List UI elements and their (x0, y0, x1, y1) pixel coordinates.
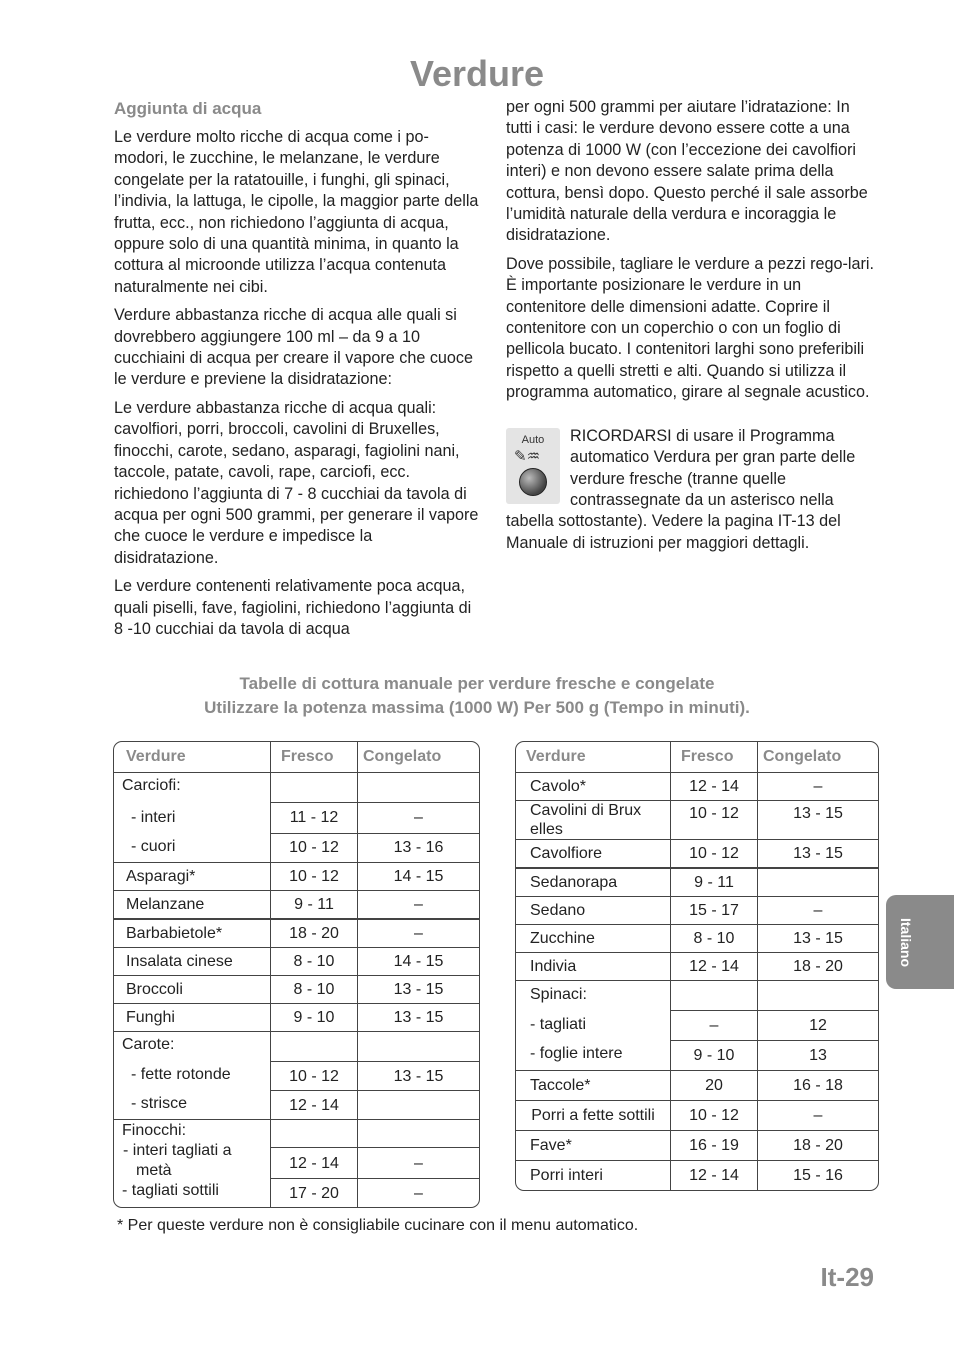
cell-name: - fette rotonde (131, 1066, 231, 1083)
cell-frozen (757, 867, 878, 896)
cell-frozen: – (357, 1147, 479, 1178)
cell-frozen: 13 - 15 (357, 1061, 479, 1091)
tables-heading-line2: Utilizzare la potenza massima (1000 W) Per 500 g (Tempo in minuti). (204, 698, 750, 717)
cell-fresh: 12 - 14 (270, 1147, 357, 1178)
cell-fresh: 16 - 19 (670, 1130, 757, 1160)
cell-fresh: 11 - 12 (270, 802, 357, 832)
group-cell (114, 1119, 270, 1207)
cell-fresh (670, 980, 757, 1010)
cell-fresh: 9 - 10 (270, 1003, 357, 1031)
cell-frozen: – (357, 918, 479, 947)
cell-name: Porri interi (516, 1160, 670, 1190)
cell-fresh: 10 - 12 (670, 839, 757, 867)
tables-heading-line1: Tabelle di cottura manuale per verdure fresche e congelate (239, 674, 715, 693)
group-cell (516, 980, 670, 1070)
paragraph: Le verdure contenenti relativamente poca acqua, quali piselli, fave, fagiolini, richiedono l’aggiunta di 8 -10 cucchiai da tavola di acqua (114, 577, 472, 638)
cell-name: Cavolini di Brux elles (516, 800, 670, 839)
cell-frozen: – (757, 773, 878, 800)
cell-frozen: 13 - 16 (357, 833, 479, 862)
auto-program-note (506, 426, 878, 554)
table-row (516, 924, 878, 952)
cell-name: Indivia (516, 952, 670, 980)
paragraph: Le verdure abbastanza ricche di acqua quali: cavolfiori, porri, broccoli, cavolini di Bruxelles, finocchi, carote, sedano, asparagi, fagiolini nani, taccole, patate, cavoli, rape, carciofi, ecc. richiedono l’aggiunta di 7 - 8 cucchiai da tavola di acqua per ogni 500 grammi, per generare il vapore che cuoce le verdure e impedisce la disidratazione. (114, 398, 479, 567)
cooking-table-left (113, 741, 480, 1208)
table-row (114, 890, 479, 918)
cell-name: Porri a fette sottili (516, 1100, 670, 1130)
cell-fresh: 10 - 12 (670, 800, 757, 839)
cell-frozen: 14 - 15 (357, 862, 479, 890)
cell-fresh: 12 - 14 (270, 1090, 357, 1119)
cell-name: - interi (131, 809, 176, 826)
cell-frozen: 13 - 15 (757, 924, 878, 952)
cell-name: Funghi (114, 1003, 270, 1031)
cell-name: Carciofi: (122, 777, 181, 794)
page-number: It-29 (820, 1262, 874, 1292)
vegetable-fish-icon: ✎♒ (514, 447, 541, 465)
cell-name: Broccoli (114, 975, 270, 1003)
cell-fresh: 20 (670, 1070, 757, 1100)
cell-frozen: 13 - 15 (757, 800, 878, 839)
table-row (114, 862, 479, 890)
section-heading: Aggiunta di acqua (114, 99, 262, 118)
cell-frozen (357, 1119, 479, 1147)
cell-fresh: 10 - 12 (670, 1100, 757, 1130)
footnote: * Per queste verdure non è consigliabile cucinare con il menu automatico. (117, 1217, 639, 1234)
dial-knob-icon (519, 468, 547, 496)
cell-frozen: 13 - 15 (357, 1003, 479, 1031)
cell-name: - tagliati (530, 1016, 587, 1033)
table-row (114, 1031, 479, 1061)
cell-name: Spinaci: (530, 986, 587, 1003)
cell-fresh: 12 - 14 (670, 773, 757, 800)
group-cell (114, 773, 270, 862)
left-text-column (114, 97, 480, 647)
cell-frozen: – (357, 890, 479, 918)
group-cell (114, 1031, 270, 1119)
cell-fresh: 8 - 10 (670, 924, 757, 952)
auto-note-text: RICORDARSI di usare il Programma automatico Verdura per gran parte delle verdure fresche (tranne quelle contrassegnate da un asterisco nella tabella sottostante). Vedere la pagina IT-13 del Manuale di istruzioni per maggiori dettagli. (506, 426, 856, 552)
header-fresh: Fresco (670, 742, 757, 773)
cell-frozen: 16 - 18 (757, 1070, 878, 1100)
table-row (114, 1003, 479, 1031)
paragraph: Le verdure molto ricche di acqua come i po-modori, le zucchine, le melanzane, le verdure congelate per la ratatouille, i funghi, gli spinaci, l’indivia, la lattuga, le cipolle, la maggior parte della frutta, ecc., non richiedono l’aggiunta di acqua, oppure solo di una quantità minima, in quanto la cottura al microonde utilizza l’acqua contenuta naturalmente nei cibi. (114, 128, 479, 296)
cell-name: Insalata cinese (114, 947, 270, 975)
side-tab-label: Italiano (898, 918, 914, 968)
cell-name: Melanzane (114, 890, 270, 918)
cell-frozen: 14 - 15 (357, 947, 479, 975)
language-side-tab (886, 895, 954, 989)
cell-fresh: 15 - 17 (670, 896, 757, 924)
cell-frozen (757, 980, 878, 1010)
cell-fresh: 9 - 11 (670, 867, 757, 896)
cell-fresh: 8 - 10 (270, 975, 357, 1003)
cell-name: - strisce (131, 1095, 187, 1112)
header-frozen: Congelato (357, 742, 479, 773)
header-fresh: Fresco (270, 742, 357, 773)
cell-frozen: 18 - 20 (757, 1130, 878, 1160)
cell-frozen: 15 - 16 (757, 1160, 878, 1190)
cell-fresh: 10 - 12 (270, 1061, 357, 1091)
cell-fresh: – (670, 1010, 757, 1040)
table-row (114, 918, 479, 947)
cell-name: Finocchi: (122, 1122, 187, 1139)
cell-frozen: 13 - 15 (357, 975, 479, 1003)
header-vegetables: Verdure (114, 742, 270, 773)
table-row (516, 773, 878, 800)
cell-fresh: 9 - 10 (670, 1040, 757, 1070)
cell-fresh: 17 - 20 (270, 1178, 357, 1207)
cell-fresh: 12 - 14 (670, 952, 757, 980)
table-row (516, 800, 878, 839)
paragraph: Dove possibile, tagliare le verdure a pezzi rego-lari. È importante posizionare le verdure in un contenitore delle dimensioni adatte. Coprire il contenitore con un coperchio o con un foglio di pellicola bucato. I contenitori larghi sono preferibili rispetto a quelli stretti e alti. Quando si utilizza il programma automatico, girare al segnale acustico. (506, 254, 874, 402)
page-title: Verdure (409, 53, 545, 94)
cell-name: Taccole* (516, 1070, 670, 1100)
cell-fresh: 10 - 12 (270, 862, 357, 890)
cell-name: Carote: (122, 1036, 175, 1053)
table-row (516, 1160, 878, 1190)
cell-frozen (357, 1031, 479, 1061)
cell-name: Cavolfiore (516, 839, 670, 867)
cell-frozen: – (357, 1178, 479, 1207)
cell-name: Sedanorapa (516, 867, 670, 896)
table-header-row (114, 742, 479, 773)
cell-fresh (270, 1031, 357, 1061)
cell-frozen: – (357, 802, 479, 832)
cell-fresh: 8 - 10 (270, 947, 357, 975)
cell-name: - tagliati sottili (122, 1182, 219, 1199)
cell-fresh (270, 773, 357, 802)
cell-name: Asparagi* (114, 862, 270, 890)
cooking-table-right (515, 741, 879, 1191)
table-row (516, 867, 878, 896)
table-row (516, 1100, 878, 1130)
cell-fresh: 9 - 11 (270, 890, 357, 918)
table-row (114, 773, 479, 802)
cell-frozen: – (757, 896, 878, 924)
cell-fresh: 10 - 12 (270, 833, 357, 862)
table-row (516, 896, 878, 924)
cell-fresh: 12 - 14 (670, 1160, 757, 1190)
auto-label: Auto (521, 433, 545, 446)
table-header-row (516, 742, 878, 773)
table-row (516, 1070, 878, 1100)
tables-heading (0, 672, 954, 720)
table-row (516, 839, 878, 867)
table-row (516, 980, 878, 1010)
cell-frozen (357, 1090, 479, 1119)
cell-name: Cavolo* (530, 778, 587, 795)
table-row (516, 1130, 878, 1160)
cell-frozen (357, 773, 479, 802)
cell-frozen: – (757, 1100, 878, 1130)
header-vegetables: Verdure (516, 742, 670, 773)
cell-name: Barbabietole* (114, 918, 270, 947)
cell-name: - interi tagliati a metà (123, 1142, 232, 1179)
paragraph: Verdure abbastanza ricche di acqua alle quali si dovrebbero aggiungere 100 ml – da 9 a 10 cucchiaini di acqua per creare il vapore che cuoce le verdure e previene la disidratazione: (114, 306, 474, 389)
cell-name: Zucchine (516, 924, 670, 952)
cell-fresh: 18 - 20 (270, 918, 357, 947)
paragraph: per ogni 500 grammi per aiutare l’idratazione: In tutti i casi: le verdure devono essere cotte a una potenza di 1000 W (con l’eccezione dei cavolfiori interi) e non devono essere salate prima della cottura, bensì dopo. Questo perché il sale assorbe l’umidità naturale della verdura e incoraggia le disidratazione. (506, 98, 868, 245)
table-row (114, 975, 479, 1003)
cell-frozen: 13 - 15 (757, 839, 878, 867)
table-row (114, 947, 479, 975)
table-row (114, 1119, 479, 1147)
auto-vegetable-dial-icon (506, 428, 560, 504)
cell-name: Sedano (516, 896, 670, 924)
cell-frozen: 18 - 20 (757, 952, 878, 980)
cell-frozen: 12 (757, 1010, 878, 1040)
right-text-column (506, 97, 878, 554)
header-frozen: Congelato (757, 742, 878, 773)
table-row (516, 952, 878, 980)
cell-name: Fave* (516, 1130, 670, 1160)
cell-fresh (270, 1119, 357, 1147)
cell-frozen: 13 (757, 1040, 878, 1070)
cell-name: - cuori (131, 838, 176, 855)
cell-name: - foglie intere (530, 1045, 623, 1062)
